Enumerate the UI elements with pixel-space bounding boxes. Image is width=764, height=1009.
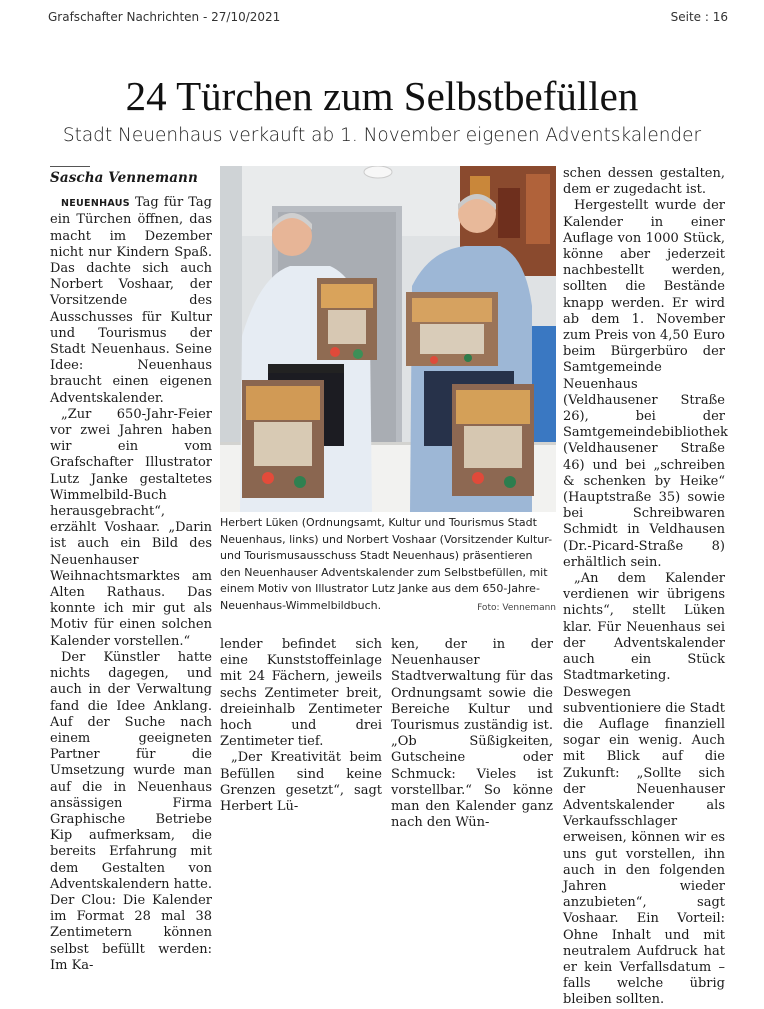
dateline: NEUENHAUS — [61, 198, 130, 210]
article-column-1 — [50, 170, 212, 974]
paragraph: ken, der in der Neuenhauser Stadtverwaltung für das Ordnungsamt sowie die Bereiche Kultur und Tourismus zuständig ist. „Ob Süßigkeiten, Gutscheine oder Schmuck: Vieles ist vorstellbar.“ So könne man den Kalender ganz nach den Wün- — [391, 637, 553, 831]
subheadline: Stadt Neuenhaus verkauft ab 1. November eigenen Adventskalender — [62, 125, 702, 146]
paragraph: „An dem Kalender verdienen wir übrigens nichts“, stellt Lüken klar. Für Neuenhaus sei der Adventskalender auch ein Stück Stadtmarketing. Deswegen subventioniere die Stadt die Auflage finanziell sogar ein wenig. Auch mit Blick auf die Zukunft: „Sollte sich der Neuenhauser Adventskalender als Verkaufsschlager erweisen, können wir es uns gut vorstellen, ihn auch in den folgenden Jahren wieder anzubieten“, sagt Voshaar. Ein Vorteil: Ohne Inhalt und mit neutralem Aufdruck hat er kein Verfallsdatum – falls welche übrig bleiben sollten. — [563, 571, 725, 1008]
paragraph: Der Künstler hatte nichts dagegen, und auch in der Verwaltung fand die Idee Anklang. Auf der Suche nach einem geeigneten Partner für die Umsetzung wurde man auf die in Neuenhaus ansässigen Firma Graphische Betriebe Kip aufmerksam, die bereits Erfahrung mit dem Gestalten von Adventskalendern hatte. Der Clou: Die Kalender im Format 28 mal 38 Zentimetern können selbst befüllt werden: Im Ka- — [50, 649, 212, 973]
author-byline: Sascha Vennemann — [50, 170, 198, 186]
paragraph — [50, 195, 212, 407]
paragraph: schen dessen gestalten, dem er zugedacht ist. — [563, 166, 725, 198]
headline: 24 Türchen zum Selbstbefüllen — [125, 73, 639, 119]
article-column-4 — [563, 166, 728, 1009]
newspaper-source: Grafschafter Nachrichten - 27/10/2021 — [48, 10, 281, 24]
paragraph: Hergestellt wurde der Kalender in einer Auflage von 1000 Stück, könne aber jederzeit nachbestellt werden, sollten die Bestände knapp werden. Er wird ab dem 1. November zum Preis von 4,50 Euro beim Bürgerbüro der Samtgemeinde Neuenhaus (Veldhausener Straße 26), bei der Samtgemeindebibliothek (Veldhausener Straße 46) und bei „schreiben & schenken by Heike“ (Hauptstraße 35) sowie bei Schreibwaren Schmidt in Veldhausen (Dr.-Picard-Straße 8) erhältlich sein. — [563, 198, 728, 570]
article-photo — [220, 166, 556, 512]
page-number: Seite : 16 — [670, 10, 728, 24]
author-rule — [50, 166, 90, 167]
caption-text: Herbert Lüken (Ordnungsamt, Kultur und Tourismus Stadt Neuenhaus, links) und Norbert Voshaar (Vorsitzender Kultur- und Tourismusausschuss Stadt Neuenhaus) präsentieren den Neuenhauser Adventskalender zum Selbstbefüllen, mit einem Motiv von Illustrator Lutz Janke aus dem 650-Jahre-Neuenhaus-Wimmelbildbuch. — [220, 516, 553, 612]
article-column-3 — [391, 637, 553, 831]
paragraph: „Zur 650-Jahr-Feier vor zwei Jahren haben wir ein vom Grafschafter Illustrator Lutz Janke gestaltetes Wimmelbild-Buch herausgebracht“, erzählt Voshaar. „Darin ist auch ein Bild des Neuenhauser Weihnachtsmarktes am Alten Rathaus. Das konnte ich mir gut als Motiv für einen solchen Kalender vorstellen.“ — [50, 406, 212, 649]
article-column-2 — [220, 637, 382, 815]
paragraph: lender befindet sich eine Kunststoffeinlage mit 24 Fächern, jeweils sechs Zentimeter breit, dreieinhalb Zentimeter hoch und drei Zentimeter tief. — [220, 637, 382, 750]
paragraph-text: Tag für Tag ein Türchen öffnen, das macht im Dezember nicht nur Kindern Spaß. Das dachte sich auch Norbert Voshaar, der Vorsitzende des Ausschusses für Kultur und Tourismus der Stadt Neuenhaus. Seine Idee: Neuenhaus braucht einen eigenen Adventskalender. — [50, 195, 212, 406]
photo-caption — [220, 515, 556, 616]
paragraph: „Der Kreativität beim Befüllen sind keine Grenzen gesetzt“, sagt Herbert Lü- — [220, 750, 382, 815]
photo-credit: Foto: Vennemann — [477, 602, 556, 613]
